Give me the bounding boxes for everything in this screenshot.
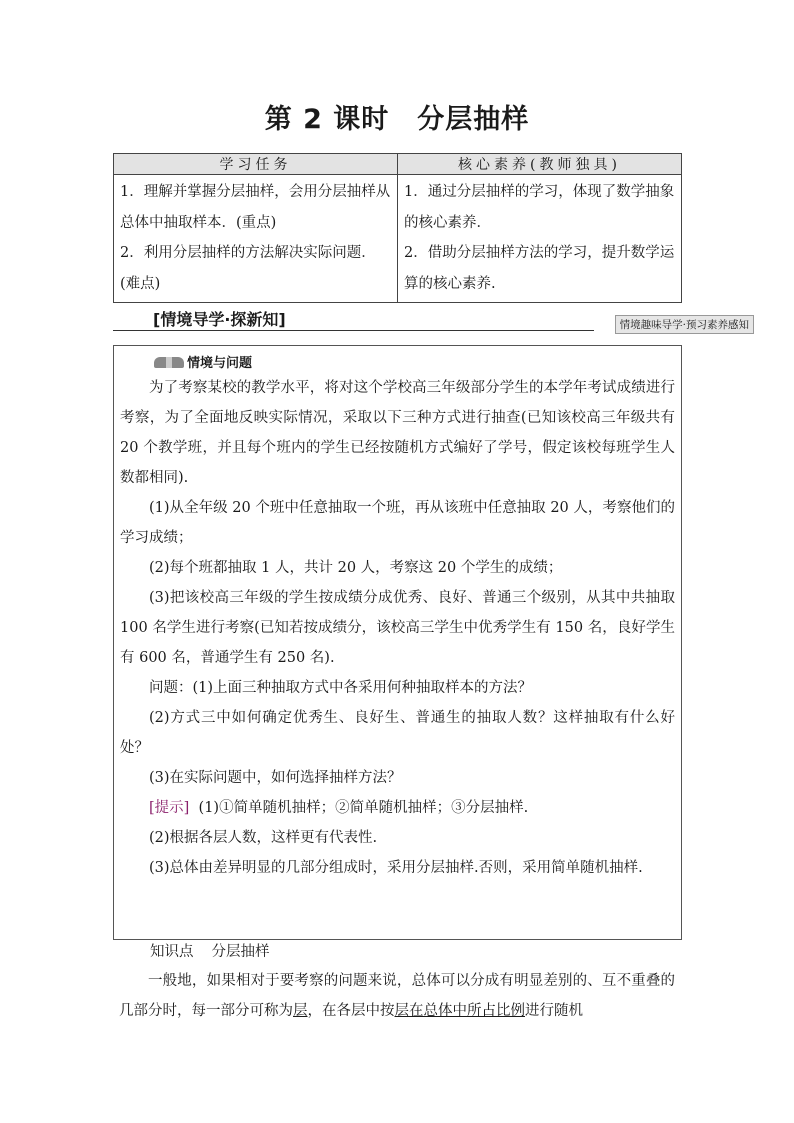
hint-paragraph: [120, 793, 675, 823]
scenario-content: [120, 373, 675, 883]
knowledge-paragraph: [119, 966, 675, 1026]
lesson-topic: 分层抽样: [417, 104, 530, 135]
knowledge-text: 一般地，如果相对于要考察的问题来说，总体可以分成有明显差别的、互不重叠的几部分时，每一部分可称为: [119, 973, 675, 1019]
section-heading: [情境导学·探新知]: [153, 310, 286, 329]
hint-text: (1)①简单随机抽样；②简单随机抽样；③分层抽样.: [198, 800, 529, 816]
knowledge-text: ，在各层中按: [307, 1003, 395, 1019]
knowledge-text: 进行随机: [525, 1003, 583, 1019]
page-title: [0, 97, 794, 136]
goal-item: 1．理解并掌握分层抽样，会用分层抽样从总体中抽取样本．(重点): [120, 184, 391, 231]
scenario-paragraph: 为了考察某校的教学水平，将对这个学校高三年级部分学生的本学年考试成绩进行考察，为了全面地反映实际情况，采取以下三种方式进行抽查(已知该校高三年级共有 20 个教学班，并且每个班内的学生已经按随机方式编好了学号，假定该校每班学生人数都相同).: [120, 380, 675, 486]
goals-header-left: 学习任务: [114, 154, 398, 175]
literacy-item: 1．通过分层抽样的学习，体现了数学抽象的核心素养．: [404, 184, 675, 231]
scenario-label-text: 情境与问题: [187, 356, 253, 371]
hint-label: [提示]: [149, 800, 190, 816]
hint-paragraph: (2)根据各层人数，这样更有代表性.: [149, 830, 378, 846]
section-banner: [113, 304, 749, 332]
scenario-label: [154, 352, 252, 371]
goal-item: 2．利用分层抽样的方法解决实际问题．(难点): [120, 245, 376, 292]
question-paragraph: (3)在实际问题中，如何选择抽样方法？: [149, 770, 402, 786]
goals-header-right: 核心素养(教师独具): [398, 154, 682, 175]
pencil-icon: [154, 357, 184, 368]
underlined-term-proportion: 层在总体中所占比例: [394, 1003, 525, 1019]
lesson-number: 第 2 课时: [264, 104, 390, 135]
scenario-box: [113, 345, 682, 940]
section-tag: 情境趣味导学·预习素养感知: [615, 315, 754, 334]
scenario-paragraph: (2)每个班都抽取 1 人，共计 20 人，考察这 20 个学生的成绩；: [149, 560, 563, 576]
hint-paragraph: (3)总体由差异明显的几部分组成时，采用分层抽样.否则，采用简单随机抽样.: [149, 860, 643, 876]
scenario-paragraph: (1)从全年级 20 个班中任意抽取一个班，再从该班中任意抽取 20 人，考察他们的学习成绩；: [120, 500, 675, 546]
question-paragraph: 问题：(1)上面三种抽取方式中各采用何种抽取样本的方法？: [149, 680, 533, 696]
knowledge-body: [119, 966, 675, 1026]
question-paragraph: (2)方式三中如何确定优秀生、良好生、普通生的抽取人数？这样抽取有什么好处？: [120, 710, 675, 756]
goals-table: [113, 153, 682, 303]
knowledge-label: 知识点: [150, 944, 194, 960]
goals-left-cell: [114, 175, 398, 303]
knowledge-name: 分层抽样: [211, 944, 270, 960]
knowledge-point-heading: [150, 940, 270, 961]
underlined-term-layer: 层: [293, 1003, 308, 1019]
scenario-paragraph: (3)把该校高三年级的学生按成绩分成优秀、良好、普通三个级别，从其中共抽取 100 名学生进行考察(已知若按成绩分，该校高三学生中优秀学生有 150 名，良好学生有 600 名，普通学生有 250 名).: [120, 590, 675, 666]
literacy-item: 2．借助分层抽样方法的学习，提升数学运算的核心素养.: [404, 245, 675, 292]
section-divider: [113, 330, 594, 331]
goals-right-cell: [398, 175, 682, 303]
